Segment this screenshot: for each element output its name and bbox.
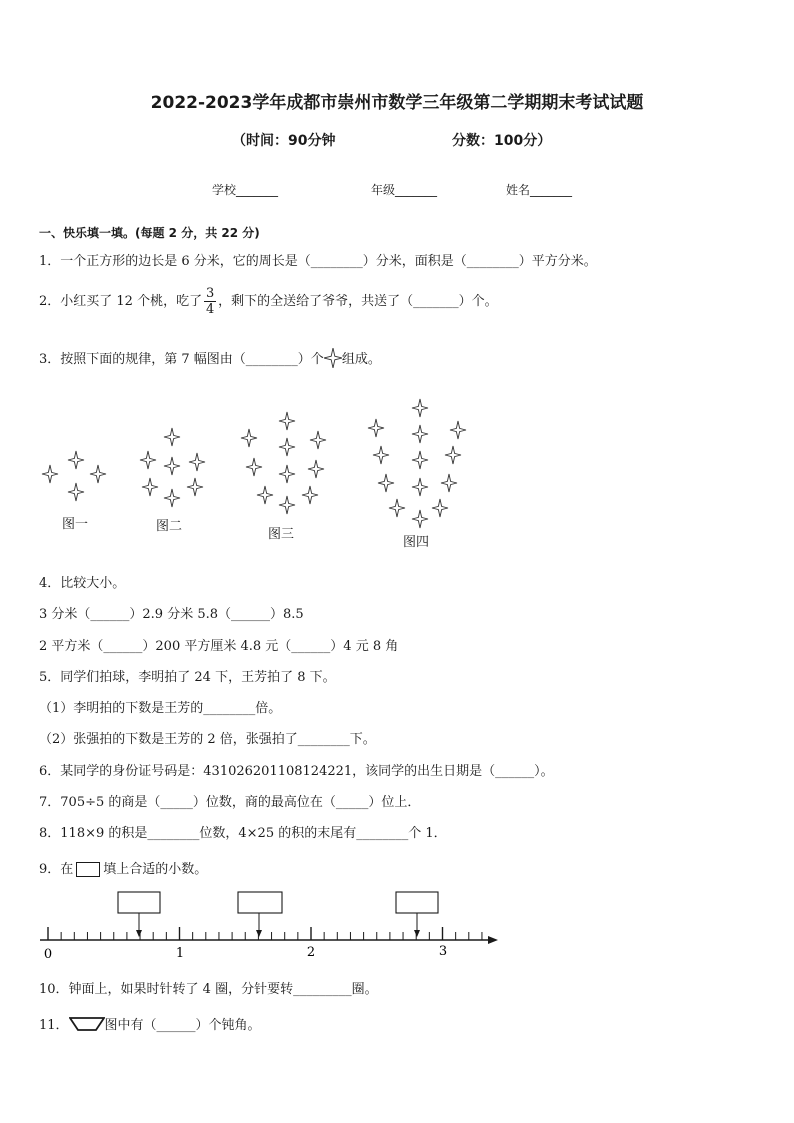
tick-label-2: 2 bbox=[306, 945, 316, 960]
fraction bbox=[204, 287, 216, 316]
fraction-denominator: 4 bbox=[205, 302, 215, 317]
time-label: （时间：90分钟 bbox=[232, 133, 336, 149]
tick-label-1: 1 bbox=[175, 946, 185, 961]
figure-1-label: 图一 bbox=[62, 517, 89, 532]
question-5-part-1: （1）李明拍的下数是王芳的________倍。 bbox=[39, 701, 282, 716]
arrow-head-icon bbox=[488, 936, 498, 944]
question-2-text-b: ，剩下的全送给了爷爷，共送了（_______）个。 bbox=[218, 294, 498, 309]
question-7: 7．705÷5 的商是（_____）位数，商的最高位在（_____）位上． bbox=[39, 795, 421, 810]
figure-1 bbox=[42, 451, 106, 501]
answer-box-icon bbox=[76, 862, 100, 877]
question-4: 4．比较大小。 bbox=[39, 576, 126, 591]
name-field: 姓名_______ bbox=[506, 183, 573, 197]
question-9-text-a: 9．在 bbox=[39, 862, 74, 877]
question-2-text-a: 2．小红买了 12 个桃，吃了 bbox=[39, 294, 203, 309]
figure-4-label: 图四 bbox=[403, 535, 430, 550]
fraction-numerator: 3 bbox=[205, 286, 215, 301]
figure-4 bbox=[368, 399, 466, 528]
figure-3-label: 图三 bbox=[268, 527, 295, 542]
question-8: 8．118×9 的积是________位数，4×25 的积的末尾有________个 1． bbox=[39, 826, 447, 841]
question-1: 1．一个正方形的边长是 6 分米，它的周长是（________）分米，面积是（________）平方分米。 bbox=[39, 254, 597, 269]
question-11 bbox=[39, 1014, 261, 1033]
question-3-text-a: 3．按照下面的规律，第 7 幅图由（________）个 bbox=[39, 352, 324, 367]
question-4-line-2: 2 平方米（______）200 平方厘米 4.8 元（______）4 元 8 角 bbox=[39, 639, 399, 654]
star-icon bbox=[324, 348, 342, 368]
school-field: 学校_______ bbox=[212, 183, 279, 197]
trapezoid-icon bbox=[69, 1016, 105, 1032]
section-title: 一、快乐填一填。(每题 2 分，共 22 分) bbox=[39, 226, 260, 240]
question-11-text-b: 图中有（______）个钝角。 bbox=[104, 1018, 261, 1033]
star-pattern-figures bbox=[0, 380, 794, 550]
tick-label-0: 0 bbox=[43, 947, 53, 962]
question-5-part-2: （2）张强拍的下数是王芳的 2 倍，张强拍了________下。 bbox=[39, 732, 376, 747]
tick-label-3: 3 bbox=[438, 944, 448, 959]
question-5: 5．同学们拍球，李明拍了 24 下，王芳拍了 8 下。 bbox=[39, 670, 336, 685]
question-3-text-b: 组成。 bbox=[341, 352, 381, 367]
question-10: 10．钟面上，如果时针转了 4 圈，分针要转_________圈。 bbox=[39, 982, 378, 997]
answer-box-3[interactable] bbox=[396, 892, 438, 937]
answer-box-2[interactable] bbox=[238, 892, 282, 937]
question-4-line-1: 3 分米（______）2.9 分米 5.8（______）8.5 bbox=[39, 607, 304, 622]
question-11-text-a: 11． bbox=[39, 1018, 69, 1033]
question-9-text-b: 填上合适的小数。 bbox=[103, 862, 208, 877]
page-title: 2022-2023学年成都市崇州市数学三年级第二学期期末考试试题 bbox=[150, 93, 644, 113]
question-3 bbox=[39, 348, 381, 368]
answer-box-1[interactable] bbox=[118, 892, 160, 937]
figure-3 bbox=[241, 412, 326, 514]
grade-field: 年级_______ bbox=[371, 183, 438, 197]
figure-2-label: 图二 bbox=[156, 519, 183, 534]
question-6: 6．某同学的身份证号码是：431026201108124221，该同学的出生日期是（______）。 bbox=[39, 764, 554, 779]
question-2 bbox=[39, 287, 498, 316]
figure-2 bbox=[140, 428, 205, 507]
number-line bbox=[0, 885, 794, 965]
question-9 bbox=[39, 858, 207, 877]
score-label: 分数：100分） bbox=[452, 133, 552, 149]
